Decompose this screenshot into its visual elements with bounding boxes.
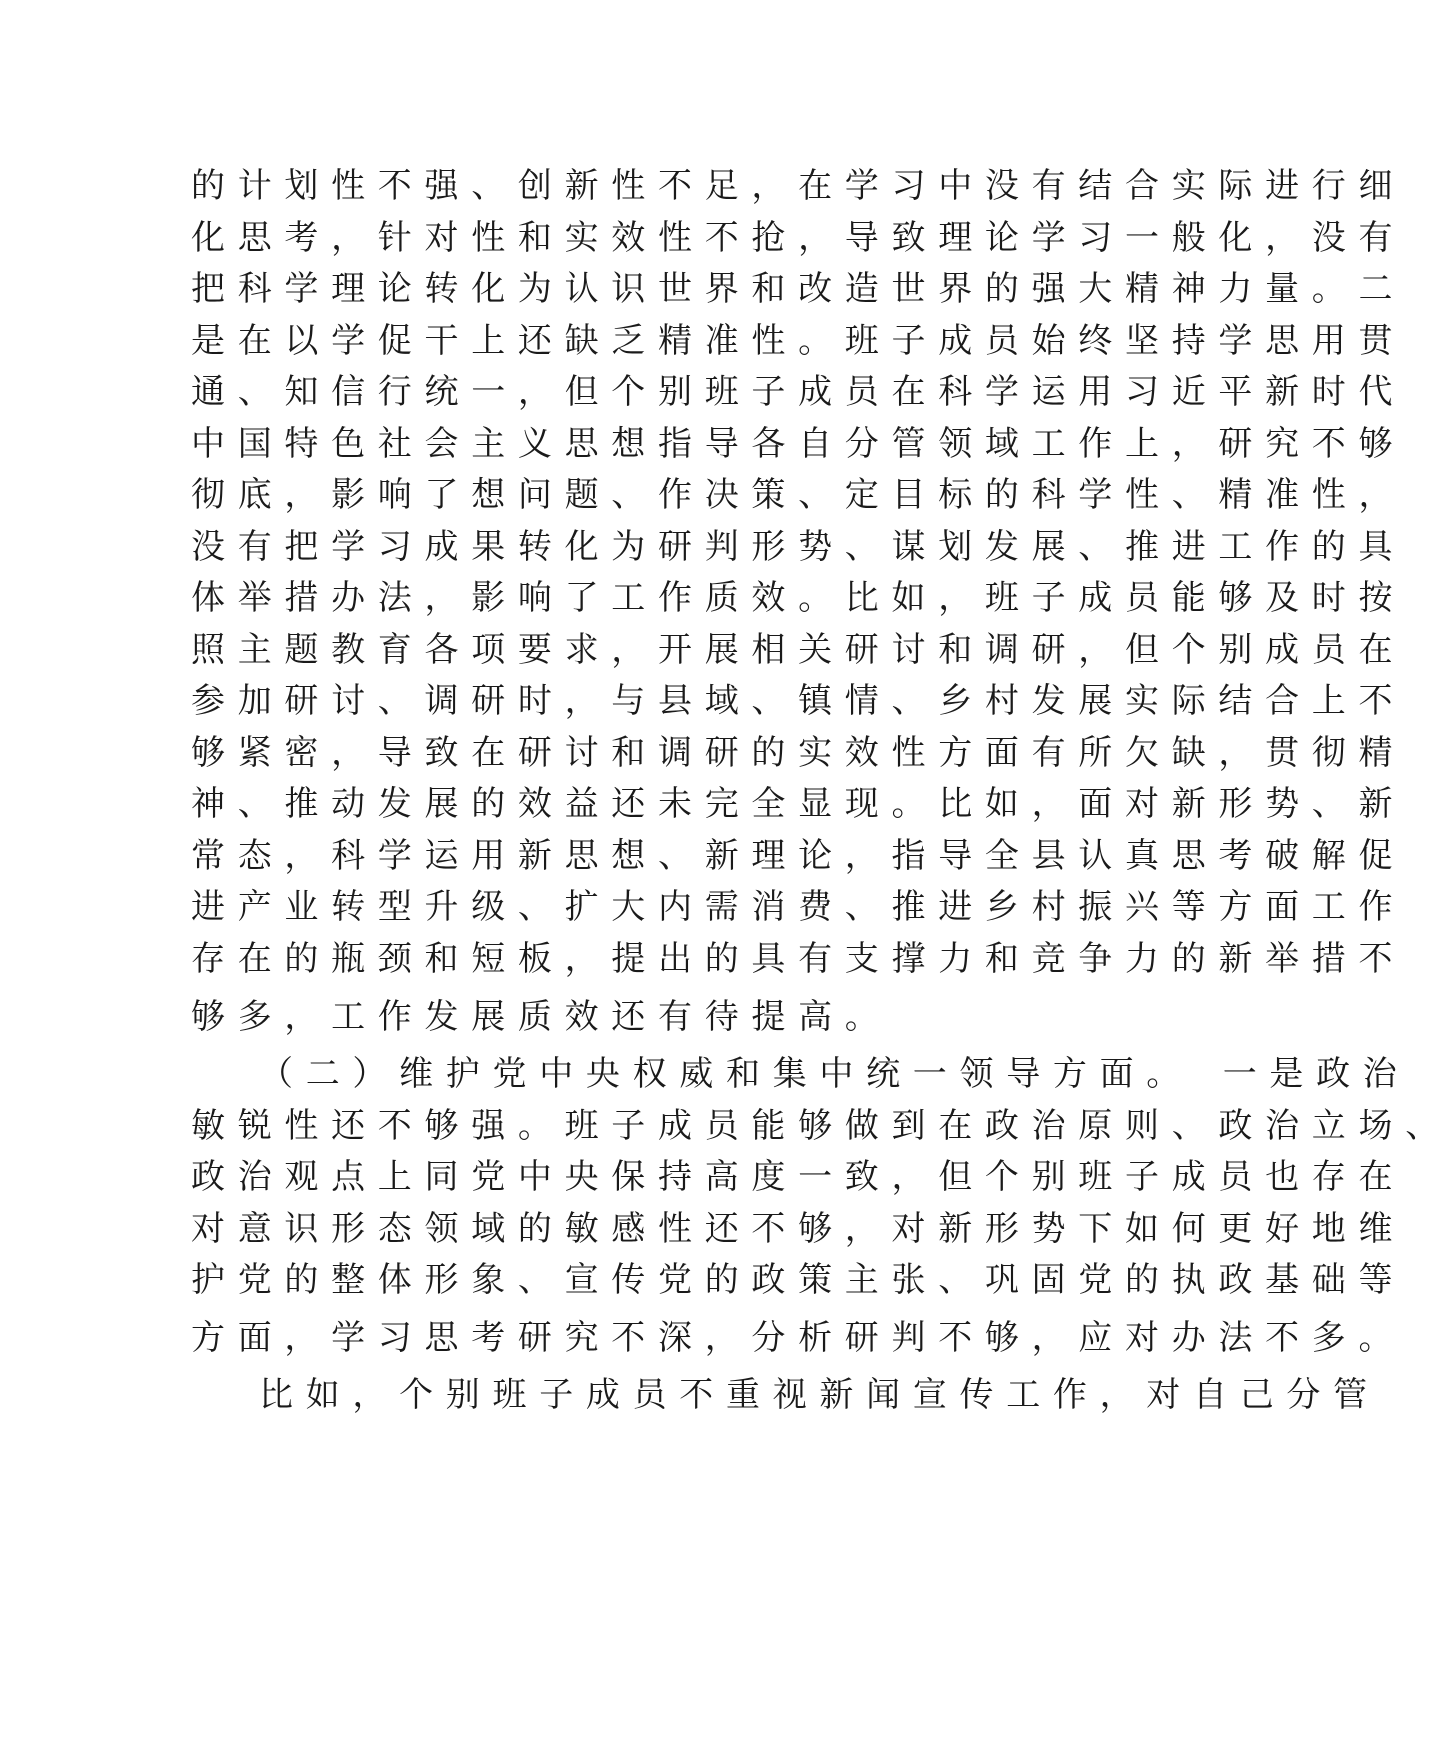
text-line: 够紧密，导致在研讨和调研的实效性方面有所欠缺，贯彻精	[191, 733, 1406, 773]
text-line: 的计划性不强、创新性不足，在学习中没有结合实际进行细	[191, 166, 1406, 206]
text-line: 够多，工作发展质效还有待提高。	[191, 997, 892, 1037]
text-line: 照主题教育各项要求，开展相关研讨和调研，但个别成员在	[191, 630, 1406, 670]
text-line: 参加研讨、调研时，与县域、镇情、乡村发展实际结合上不	[191, 681, 1406, 721]
text-line: 政治观点上同党中央保持高度一致，但个别班子成员也存在	[191, 1157, 1406, 1197]
text-line: 体举措办法，影响了工作质效。比如，班子成员能够及时按	[191, 578, 1406, 618]
text-line: 护党的整体形象、宣传党的政策主张、巩固党的执政基础等	[191, 1260, 1406, 1300]
text-line: 存在的瓶颈和短板，提出的具有支撑力和竞争力的新举措不	[191, 939, 1406, 979]
text-line: 通、知信行统一，但个别班子成员在科学运用习近平新时代	[191, 372, 1406, 412]
text-line: 敏锐性还不够强。班子成员能够做到在政治原则、政治立场、	[191, 1106, 1452, 1146]
text-line: 进产业转型升级、扩大内需消费、推进乡村振兴等方面工作	[191, 887, 1406, 927]
text-line: 中国特色社会主义思想指导各自分管领域工作上，研究不够	[191, 424, 1406, 464]
text-line: 比如，个别班子成员不重视新闻宣传工作，对自己分管	[259, 1375, 1380, 1415]
text-line: 是在以学促干上还缺乏精准性。班子成员始终坚持学思用贯	[191, 321, 1406, 361]
text-line: 化思考，针对性和实效性不抢，导致理论学习一般化，没有	[191, 218, 1406, 258]
text-line: 常态，科学运用新思想、新理论，指导全县认真思考破解促	[191, 836, 1406, 876]
section-heading: （二）维护党中央权威和集中统一领导方面。 一是政治	[259, 1054, 1410, 1094]
text-line: 对意识形态领域的敏感性还不够，对新形势下如何更好地维	[191, 1209, 1406, 1249]
text-line: 没有把学习成果转化为研判形势、谋划发展、推进工作的具	[191, 527, 1406, 567]
text-line: 彻底，影响了想问题、作决策、定目标的科学性、精准性，	[191, 475, 1406, 515]
text-line: 方面，学习思考研究不深，分析研判不够，应对办法不多。	[191, 1318, 1406, 1358]
text-line: 把科学理论转化为认识世界和改造世界的强大精神力量。二	[191, 269, 1406, 309]
text-line: 神、推动发展的效益还未完全显现。比如，面对新形势、新	[191, 784, 1406, 824]
